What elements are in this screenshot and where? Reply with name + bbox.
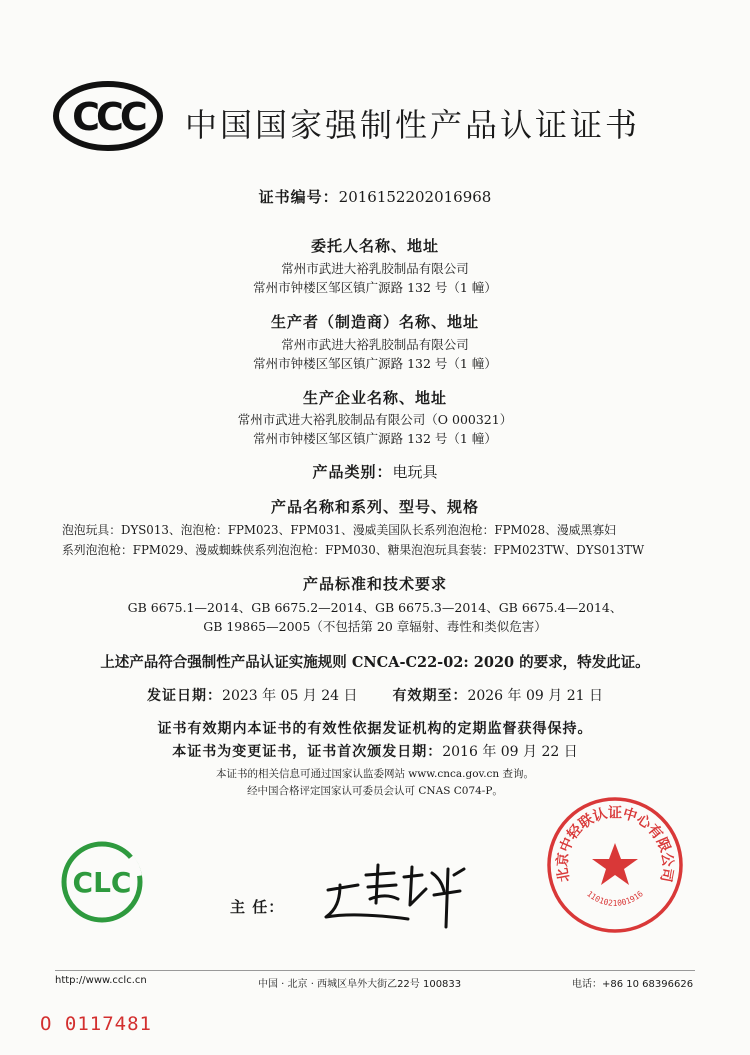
client-address: 常州市钟楼区邹区镇广源路 132 号（1 幢） (253, 280, 497, 295)
seal-code-text: 1101021001916 (585, 889, 645, 908)
client-heading: 委托人名称、地址 (310, 237, 439, 255)
certificate-number (0, 186, 750, 207)
product-category-label: 产品类别： (312, 463, 393, 481)
ccc-logo-icon (52, 80, 164, 152)
footer-website: http://www.cclc.cn (55, 975, 147, 986)
standards-heading: 产品标准和技术要求 (302, 575, 447, 593)
change-note (0, 741, 750, 761)
footer-address: 中国 · 北京 · 西城区阜外大街乙22号 100833 (258, 979, 462, 990)
certificate-number-value: 2016152202016968 (338, 188, 492, 206)
producer-heading: 生产者（制造商）名称、地址 (270, 313, 479, 331)
certificate-number-label: 证书编号： (258, 188, 339, 206)
producer-name: 常州市武进大裕乳胶制品有限公司 (281, 337, 469, 352)
product-line-2: 系列泡泡枪：FPM029、漫威蜘蛛侠系列泡泡枪：FPM030、糖果泡泡玩具套装：FPM023TW、DYS013TW (62, 543, 645, 557)
certification-seal-icon (545, 795, 685, 935)
expiry-date-label: 有效期至： (392, 688, 468, 704)
serial-number: O 0117481 (40, 1013, 152, 1035)
product-category (0, 461, 750, 482)
clc-logo-icon (60, 840, 144, 924)
product-heading: 产品名称和系列、型号、规格 (270, 498, 479, 516)
client-name: 常州市武进大裕乳胶制品有限公司 (281, 261, 469, 276)
first-issue-date: 2016 年 09 月 22 日 (442, 744, 578, 760)
footer-phone: 电话：+86 10 68396626 (572, 979, 694, 990)
certificate-dates (0, 685, 750, 705)
change-note-label: 本证书为变更证书，证书首次颁发日期： (172, 744, 443, 760)
clc-logo-text: CLC (72, 866, 132, 899)
product-category-value: 电玩具 (392, 463, 438, 481)
certificate-title: 中国国家强制性产品认证证书 (185, 106, 641, 144)
standards-line-1: GB 6675.1—2014、GB 6675.2—2014、GB 6675.3—2014、GB 6675.4—2014、 (127, 600, 623, 615)
issue-date-value: 2023 年 05 月 24 日 (222, 688, 358, 704)
director-signature-icon (318, 855, 478, 930)
query-note: 本证书的相关信息可通过国家认监委网站 www.cnca.gov.cn 查询。 (215, 768, 535, 780)
product-line-1: 泡泡玩具：DYS013、泡泡枪：FPM023、FPM031、漫威美国队长系列泡泡枪：FPM028、漫威黑寡妇 (62, 523, 616, 537)
expiry-date-value: 2026 年 09 月 21 日 (467, 688, 603, 704)
issue-date-label: 发证日期： (147, 688, 223, 704)
compliance-statement: 上述产品符合强制性产品认证实施规则 CNCA-C22-02: 2020 的要求，特发此证。 (100, 654, 650, 671)
director-label: 主 任： (230, 898, 285, 916)
factory-heading: 生产企业名称、地址 (302, 389, 447, 407)
factory-name: 常州市武进大裕乳胶制品有限公司（O 000321） (237, 412, 513, 427)
accreditation-note: 经中国合格评定国家认可委员会认可 CNAS C074-P。 (247, 785, 503, 797)
footer-divider (55, 970, 695, 971)
factory-address: 常州市钟楼区邹区镇广源路 132 号（1 幢） (253, 431, 497, 446)
standards-line-2: GB 19865—2005（不包括第 20 章辐射、毒性和类似危害） (203, 619, 547, 634)
ccc-logo-text: CCC (72, 95, 144, 139)
svg-text:1101021001916 (585, 889, 645, 908)
seal-ring-text: 北京中轻联认证中心有限公司 (554, 805, 676, 884)
validity-note: 证书有效期内本证书的有效性依据发证机构的定期监督获得保持。 (157, 721, 593, 737)
producer-address: 常州市钟楼区邹区镇广源路 132 号（1 幢） (253, 356, 497, 371)
